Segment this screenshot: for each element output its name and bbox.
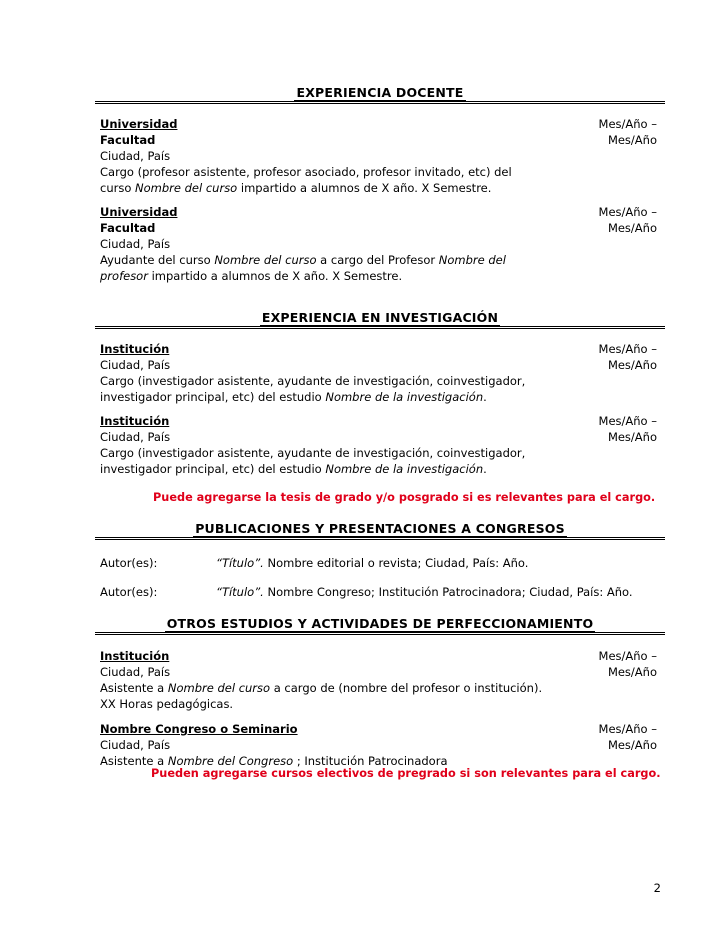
- role-description-cont: profesor impartido a alumnos de X año. X Semestre.: [100, 269, 403, 283]
- institution-name: Universidad: [100, 205, 178, 219]
- otros-note: Pueden agregarse cursos electivos de pregrado si son relevantes para el cargo.: [151, 767, 661, 780]
- publication-item: [100, 584, 665, 600]
- entry-date: Mes/Año – Mes/Año: [598, 205, 657, 235]
- section-title: PUBLICACIONES Y PRESENTACIONES A CONGRESOS: [195, 521, 565, 536]
- activity-description: Asistente a Nombre del curso a cargo de (nombre del profesor o institución).: [100, 681, 543, 695]
- activity-description: Asistente a Nombre del Congreso ; Institución Patrocinadora: [100, 754, 448, 768]
- entry-date: Mes/Año – Mes/Año: [598, 342, 657, 372]
- publication-author: Autor(es):: [100, 585, 158, 599]
- publication-author: Autor(es):: [100, 556, 158, 570]
- activity-hours: XX Horas pedagógicas.: [100, 697, 234, 711]
- section-title: EXPERIENCIA EN INVESTIGACIÓN: [261, 310, 499, 325]
- role-description-cont: curso Nombre del curso impartido a alumnos de X año. X Semestre.: [100, 181, 492, 195]
- publication-title: “Título”.: [216, 556, 264, 570]
- faculty-name: Facultad: [100, 221, 156, 235]
- section-header-docente: [95, 86, 665, 104]
- role-description-cont: investigador principal, etc) del estudio Nombre de la investigación.: [100, 390, 487, 404]
- entry-date: Mes/Año – Mes/Año: [598, 722, 657, 752]
- location: Ciudad, País: [100, 237, 171, 251]
- otros-entry-2: [100, 721, 665, 769]
- publication-details: Nombre editorial o revista; Ciudad, País: Año.: [263, 556, 529, 570]
- entry-date: Mes/Año – Mes/Año: [598, 414, 657, 444]
- role-description: Cargo (investigador asistente, ayudante de investigación, coinvestigador,: [100, 374, 526, 388]
- publication-item: [100, 555, 665, 571]
- section-header-publicaciones: [95, 522, 665, 540]
- location: Ciudad, País: [100, 738, 171, 752]
- role-description: Ayudante del curso Nombre del curso a cargo del Profesor Nombre del: [100, 253, 506, 267]
- section-title: EXPERIENCIA DOCENTE: [296, 85, 464, 100]
- location: Ciudad, País: [100, 149, 171, 163]
- role-description: Cargo (profesor asistente, profesor asociado, profesor invitado, etc) del: [100, 165, 512, 179]
- docente-entry-1: [100, 116, 665, 196]
- location: Ciudad, País: [100, 358, 171, 372]
- institution-name: Institución: [100, 649, 170, 663]
- entry-date: Mes/Año – Mes/Año: [598, 649, 657, 679]
- role-description-cont: investigador principal, etc) del estudio Nombre de la investigación.: [100, 462, 487, 476]
- docente-entry-2: [100, 204, 665, 284]
- location: Ciudad, País: [100, 665, 171, 679]
- entry-date: Mes/Año – Mes/Año: [598, 117, 657, 147]
- section-header-investigacion: [95, 311, 665, 329]
- faculty-name: Facultad: [100, 133, 156, 147]
- institution-name: Institución: [100, 342, 170, 356]
- investigacion-note: Puede agregarse la tesis de grado y/o posgrado si es relevantes para el cargo.: [153, 491, 656, 504]
- investigacion-entry-1: [100, 341, 665, 405]
- publication-title: “Título”.: [216, 585, 264, 599]
- investigacion-entry-2: [100, 413, 665, 477]
- otros-entry-1: [100, 648, 665, 712]
- location: Ciudad, País: [100, 430, 171, 444]
- section-title: OTROS ESTUDIOS Y ACTIVIDADES DE PERFECCIONAMIENTO: [166, 616, 594, 631]
- role-description: Cargo (investigador asistente, ayudante de investigación, coinvestigador,: [100, 446, 526, 460]
- institution-name: Institución: [100, 414, 170, 428]
- institution-name: Universidad: [100, 117, 178, 131]
- page-number: 2: [653, 881, 661, 895]
- institution-name: Nombre Congreso o Seminario: [100, 722, 298, 736]
- publication-details: Nombre Congreso; Institución Patrocinadora; Ciudad, País: Año.: [263, 585, 633, 599]
- section-header-otros: [95, 617, 665, 635]
